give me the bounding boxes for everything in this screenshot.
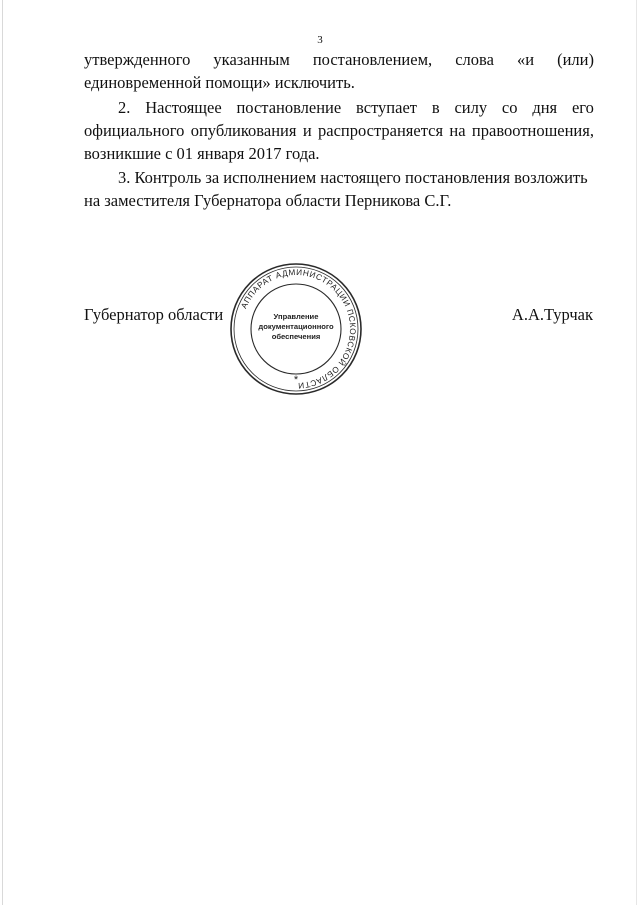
word: в xyxy=(431,98,440,117)
word: «и xyxy=(516,50,535,69)
paragraph-3 xyxy=(84,166,594,212)
word: и xyxy=(302,121,312,140)
word: утвержденного xyxy=(84,50,191,69)
paragraph-3-line-1: 3. Контроль за исполнением настоящего постановления возложить xyxy=(118,168,588,187)
word: правоотношения, xyxy=(471,121,594,140)
word: вступает xyxy=(356,98,417,117)
word: на xyxy=(449,121,466,140)
paragraph-2-line-3: возникшие с 01 января 2017 года. xyxy=(84,144,320,163)
word: (или) xyxy=(557,50,594,69)
paragraph-2-line-2 xyxy=(84,119,594,142)
paragraph-1-line-2: единовременной помощи» исключить. xyxy=(84,73,355,92)
stamp-star: * xyxy=(293,374,299,386)
word: официального xyxy=(84,121,185,140)
paragraph-1 xyxy=(84,48,594,94)
official-stamp xyxy=(229,262,363,396)
page-number: 3 xyxy=(317,34,323,46)
word: распространяется xyxy=(318,121,444,140)
word: постановлением, xyxy=(312,50,433,69)
paragraph-2 xyxy=(84,96,594,165)
word: постановление xyxy=(236,98,342,117)
word: со xyxy=(501,98,518,117)
word: силу xyxy=(454,98,488,117)
word: 2. xyxy=(118,98,131,117)
paragraph-2-line-1 xyxy=(84,96,594,119)
signatory-position: Губернатор области xyxy=(84,305,224,324)
word: Настоящее xyxy=(145,98,222,117)
word: слова xyxy=(455,50,494,69)
stamp-center-line-1: Управление xyxy=(273,312,319,321)
word: дня xyxy=(532,98,558,117)
stamp-center-line-2: документационного xyxy=(258,322,334,331)
paragraph-3-line-2: на заместителя Губернатора области Перникова С.Г. xyxy=(84,191,452,210)
stamp-ring-text: АППАРАТ АДМИНИСТРАЦИИ ПСКОВСКОЙ ОБЛАСТИ xyxy=(239,267,358,391)
signatory-name: А.А.Турчак xyxy=(511,305,593,324)
word: его xyxy=(571,98,594,117)
word: указанным xyxy=(213,50,290,69)
stamp-center-line-3: обеспечения xyxy=(271,332,321,341)
word: опубликования xyxy=(190,121,297,140)
paragraph-1-line-1 xyxy=(84,48,594,71)
scan-edge-right xyxy=(636,0,637,905)
scan-edge-left xyxy=(2,0,3,905)
